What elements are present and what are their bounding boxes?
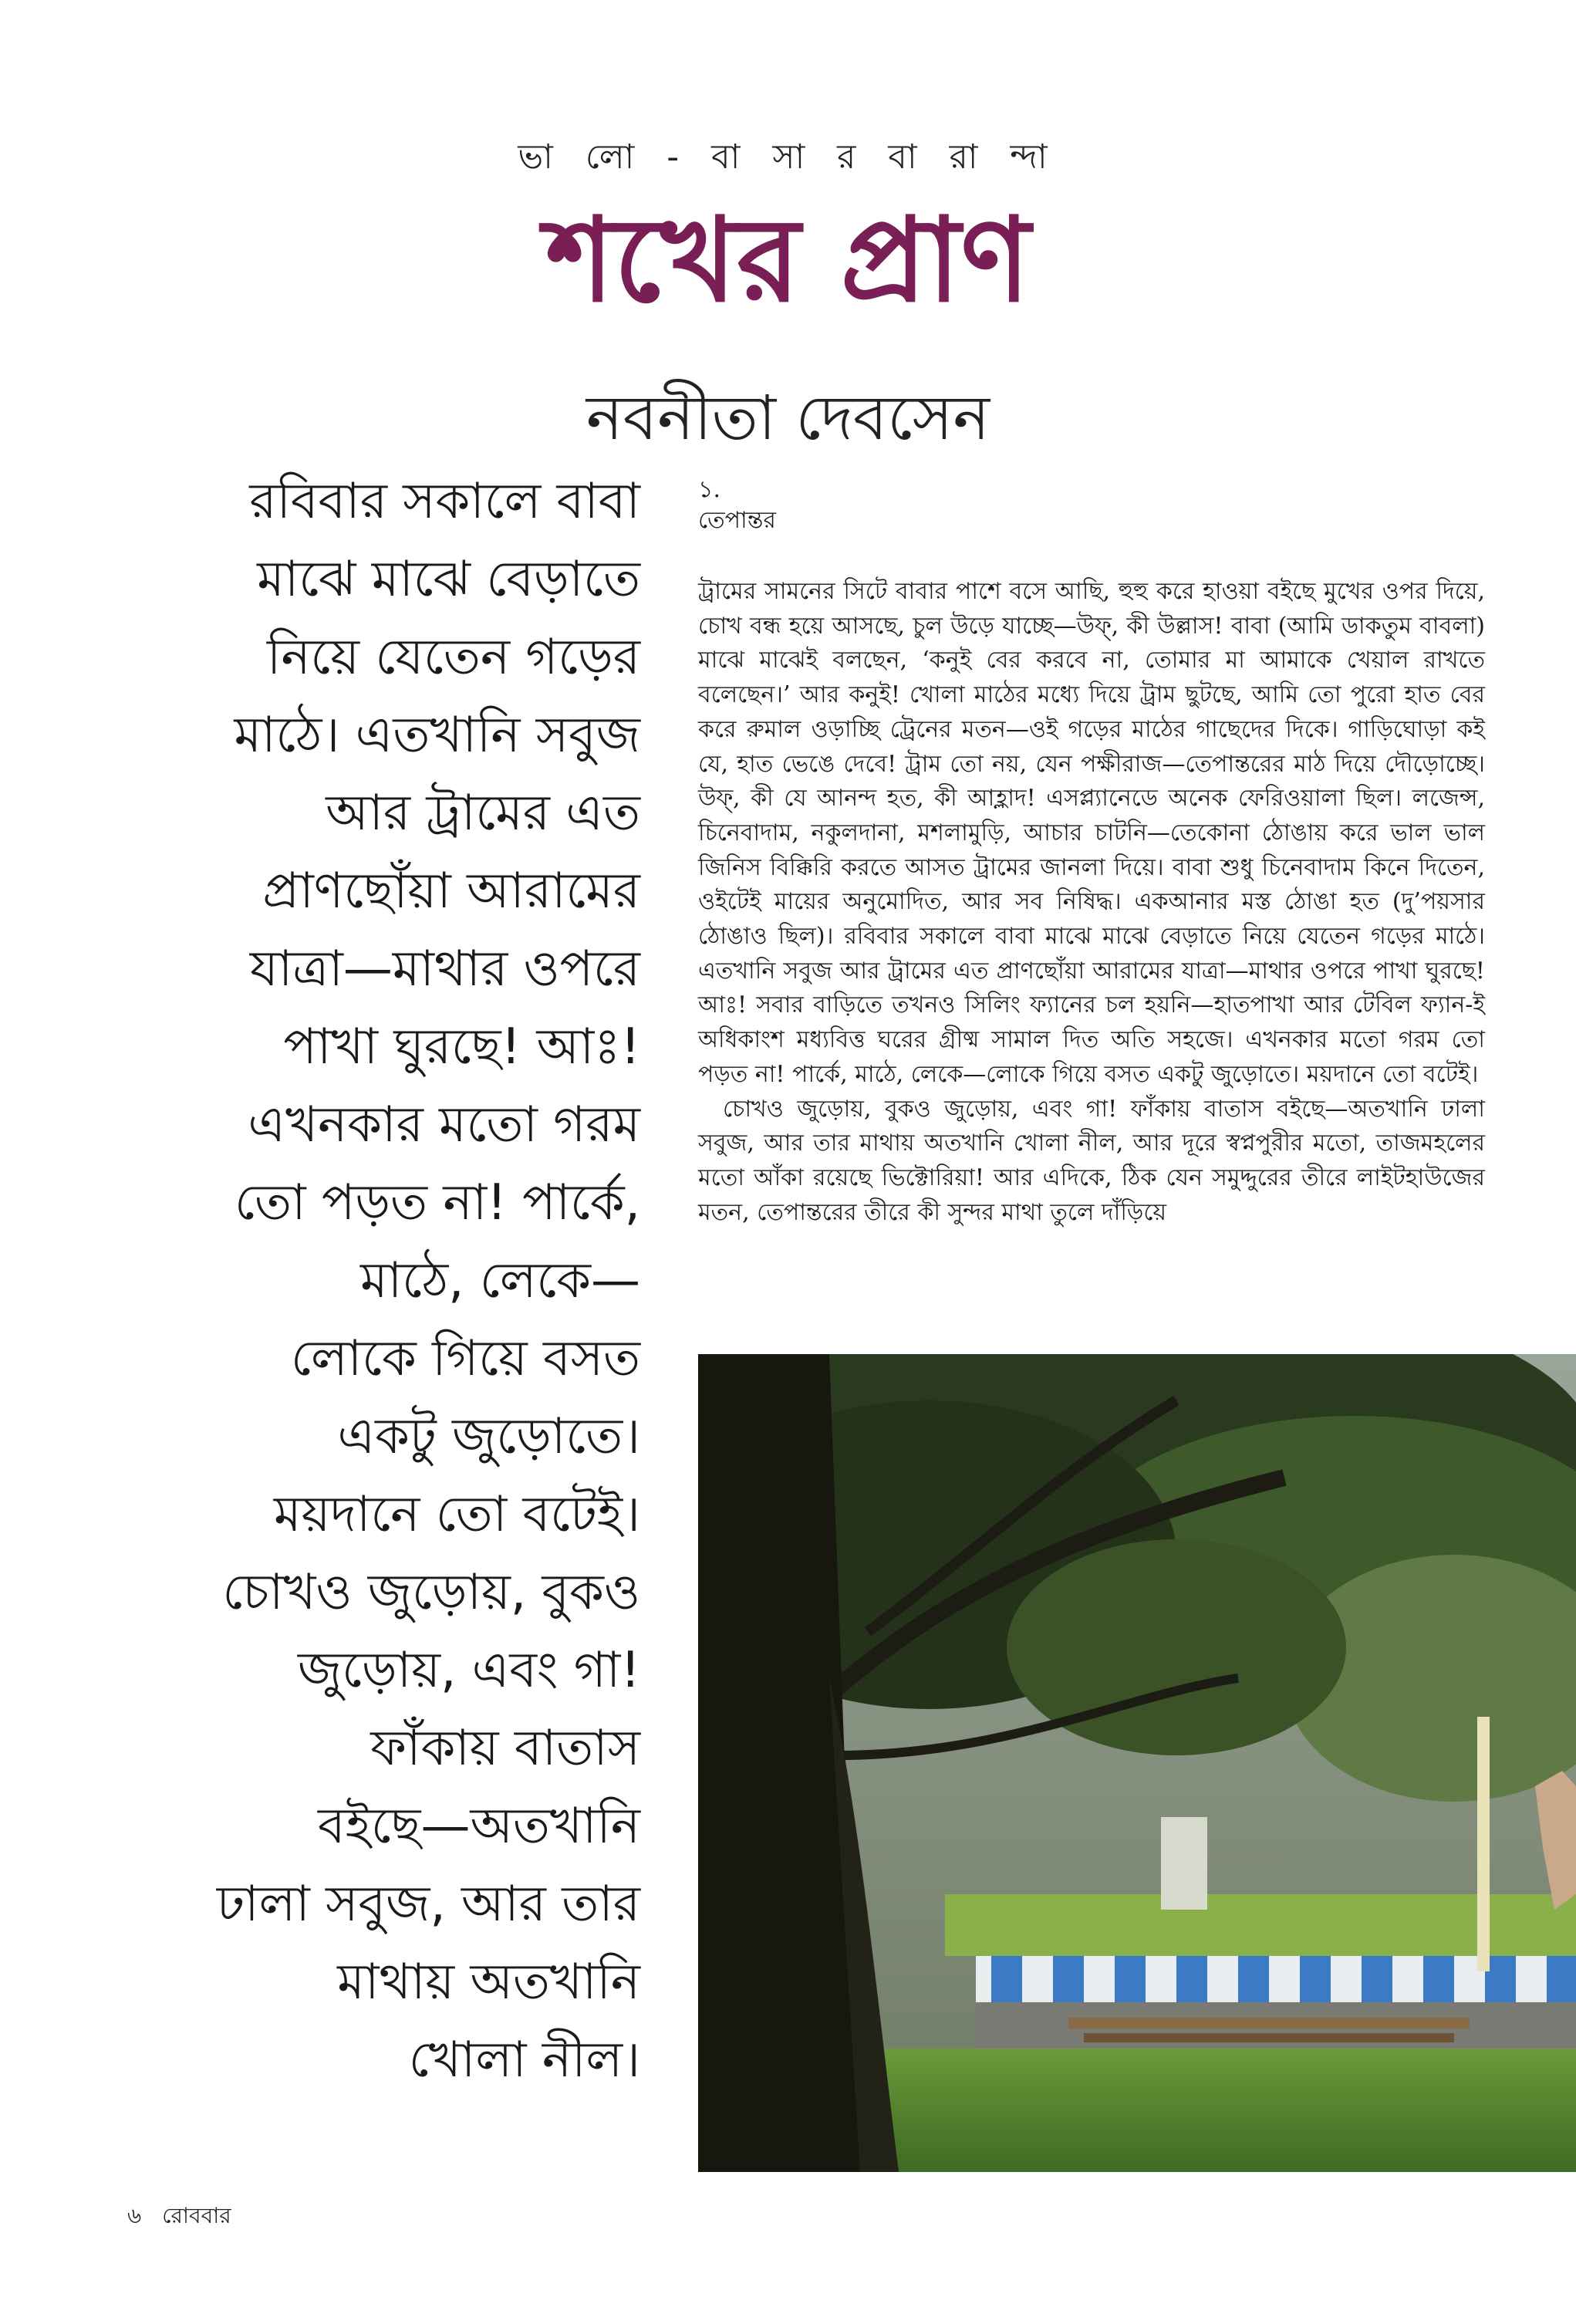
pull-quote-line: তো পড়ত না! পার্কে, — [235, 1174, 640, 1231]
article-body — [698, 575, 1485, 1230]
pull-quote-line: ময়দানে তো বটেই। — [274, 1486, 640, 1543]
publication-name: রোববার — [162, 2203, 231, 2228]
pull-quote-line: নিয়ে যেতেন গড়ের — [267, 629, 640, 686]
pull-quote-line: মাঝে মাঝে বেড়াতে — [257, 551, 640, 608]
pull-quote-line: ফাঁকায় বাতাস — [370, 1720, 640, 1777]
page-footer — [127, 2199, 231, 2235]
pull-quote-line: একটু জুড়োতে। — [337, 1408, 640, 1465]
pull-quote-line: পাখা ঘুরছে! আঃ! — [283, 1018, 640, 1076]
pull-quote-line: রবিবার সকালে বাবা — [249, 473, 640, 530]
pull-quote-line: আর ট্রামের এত — [326, 785, 640, 842]
body-paragraph: ট্রামের সামনের সিটে বাবার পাশে বসে আছি, হুহু করে হাওয়া বইছে মুখের ওপর দিয়ে, চোখ বন্ধ হয়ে আসছে, চুল উড়ে যাচ্ছে—উফ্‌, কী উল্লাস! বাবা (আমি ডাকতুম বাবলা) মাঝে মাঝেই বলছেন, ‘কনুই বের করবে না, তোমার মা আমাকে খেয়াল রাখতে বলেছেন।’ আর কনুই! খোলা মাঠের মধ্যে দিয়ে ট্রাম ছুটছে, আমি তো পুরো হাত বের করে রুমাল ওড়াচ্ছি ট্রেনের মতন—ওই গড়ের মাঠের গাছেদের দিকে। গাড়িঘোড়া কই যে, হাত ভেঙে দেবে! ট্রাম তো নয়, যেন পক্ষীরাজ—তেপান্তরের মাঠ দিয়ে দৌড়োচ্ছে। উফ্‌, কী যে আনন্দ হত, কী আহ্লাদ! এসপ্ল্যানেডে অনেক ফেরিওয়ালা ছিল। লজেন্স, চিনেবাদাম, নকুলদানা, মশলামুড়ি, আচার চাটনি—তেকোনা ঠোঙায় করে ভাল ভাল জিনিস বিক্কিরি করতে আসত ট্রামের জানলা দিয়ে। বাবা শুধু চিনেবাদাম কিনে দিতেন, ওইটেই মায়ের অনুমোদিত, আর সব নিষিদ্ধ। একআনার মস্ত ঠোঙা হত (দু’পয়সার ঠোঙাও ছিল)। রবিবার সকালে বাবা মাঝে মাঝে বেড়াতে নিয়ে যেতেন গড়ের মাঠে। এতখানি সবুজ আর ট্রামের এত প্রাণছোঁয়া আরামের যাত্রা—মাথার ওপরে পাখা ঘুরছে! আঃ! সবার বাড়িতে তখনও সিলিং ফ্যানের চল হয়নি—হাতপাখা আর টেবিল ফ্যান-ই অধিকাংশ মধ্যবিত্ত ঘরের গ্রীষ্ম সামাল দিত অতি সহজে। এখনকার মতো গরম তো পড়ত না! পার্কে, মাঠে, লেকে—লোকে গিয়ে বসত একটু জুড়োতে। ময়দানে তো বটেই। — [698, 578, 1485, 1088]
body-paragraph: চোখও জুড়োয়, বুকও জুড়োয়, এবং গা! ফাঁকায় বাতাস বইছে—অতখানি ঢালা সবুজ, আর তার মাথায় অতখানি খোলা নীল, আর দূরে স্বপ্নপুরীর মতো, তাজমহলের মতো আঁকা রয়েছে ভিক্টোরিয়া! আর এদিকে, ঠিক যেন সমুদ্দুরের তীরে লাইটহাউজের মতন, তেপান্তরের তীরে কী সুন্দর মাথা তুলে দাঁড়িয়ে — [698, 1095, 1485, 1226]
author-byline: নবনীতা দেবসেন — [586, 382, 990, 454]
pull-quote-line: বইছে—অতখানি — [318, 1798, 640, 1855]
section-heading: তেপান্তর — [698, 507, 776, 534]
pull-quote — [116, 463, 640, 2099]
pull-quote-line: মাঠে, লেকে— — [360, 1252, 640, 1309]
pull-quote-line: ঢালা সবুজ, আর তার — [216, 1876, 640, 1933]
pull-quote-line: এখনকার মতো গরম — [248, 1096, 640, 1154]
article-title: শখের প্রাণ — [545, 192, 1031, 328]
maidan-tree-photo — [698, 1354, 1576, 2172]
pull-quote-line: মাথায় অতখানি — [337, 1954, 640, 2011]
pull-quote-line: প্রাণছোঁয়া আরামের — [262, 863, 640, 920]
pull-quote-line: মাঠে। এতখানি সবুজ — [234, 707, 640, 764]
pull-quote-line: যাত্রা—মাথার ওপরে — [249, 941, 640, 998]
page-number: ৬ — [127, 2203, 142, 2228]
photo-illustration — [698, 1354, 1576, 2172]
section-number: ১. — [698, 476, 721, 503]
pull-quote-line: চোখও জুড়োয়, বুকও — [222, 1564, 640, 1621]
pull-quote-line: খোলা নীল। — [408, 2032, 640, 2089]
column-kicker: ভা লো - বা সা র বা রা ন্দা — [518, 137, 1058, 177]
pull-quote-line: লোকে গিয়ে বসত — [291, 1330, 640, 1387]
pull-quote-line: জুড়োয়, এবং গা! — [298, 1642, 640, 1699]
